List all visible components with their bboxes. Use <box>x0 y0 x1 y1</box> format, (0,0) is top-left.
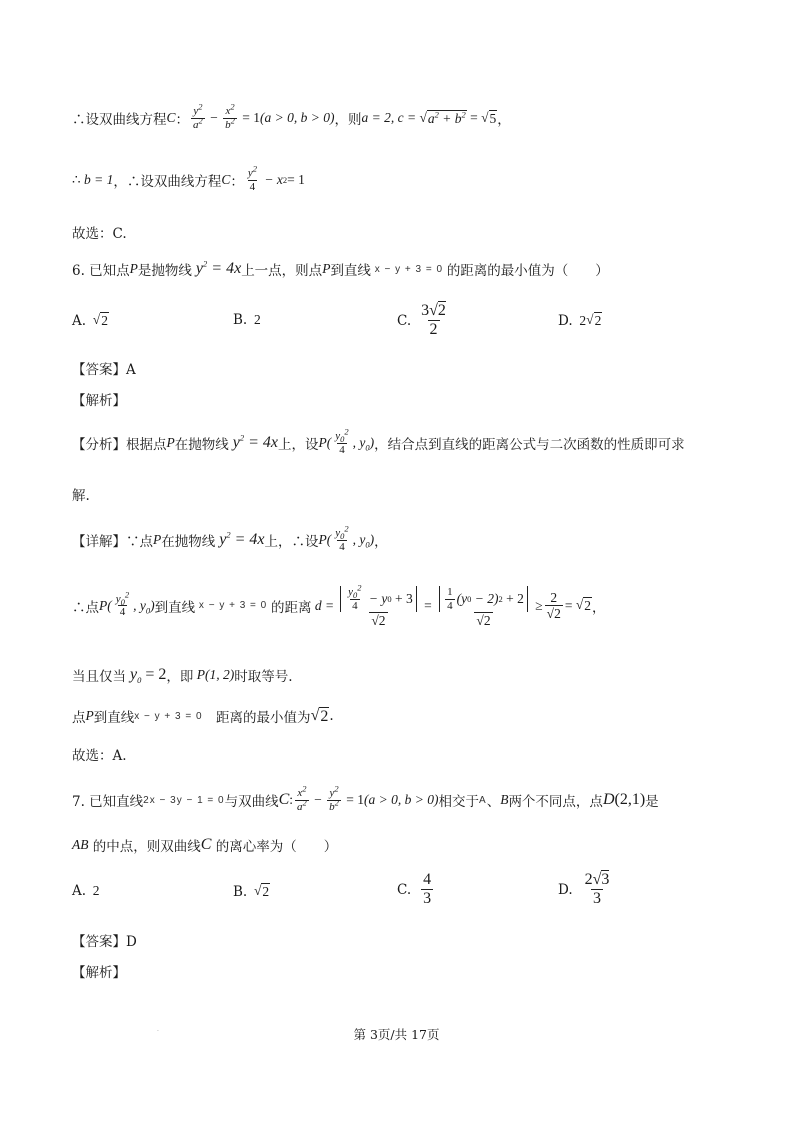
sqrt-2: √ 2 <box>310 706 329 725</box>
fraction-y2-a2: $\frac{y^2}{a^2}$ <box>193 101 203 131</box>
page-mark: · <box>157 1028 159 1035</box>
text: 6. 已知点 <box>72 263 130 279</box>
option-d <box>558 871 613 909</box>
math-p: P <box>153 532 162 548</box>
question-7-stem-cont <box>72 835 337 855</box>
text: 【答案】A <box>72 362 136 378</box>
fraction-x2-b2: $\frac{x^2}{b^2}$ <box>225 101 235 131</box>
solution-line-1: ∴设双曲线方程 C ： $\frac{y^2}{a^2}$ − $\frac{x^2}{b^2}$ = 1 (a > 0, b > 0) ，则 a = 2, c = √ $a^2 + b^2$ = √ 5 ， <box>72 101 511 131</box>
fraction-x2-a2: $\frac{x^2}{a^2}$ <box>297 783 307 813</box>
text: 的离心率为（ ） <box>215 839 338 855</box>
math-condition: (a > 0, b > 0) <box>260 110 335 126</box>
text: 距离的最小值为 <box>202 710 311 726</box>
math-line: x − y + 3 = 0 <box>134 710 203 722</box>
text: ，结合点到直线的距离公式与二次函数的性质即可求 <box>374 437 685 454</box>
math-p: P <box>166 435 175 451</box>
math-c: C <box>200 836 212 853</box>
text: ，则 <box>334 112 362 129</box>
option-label: A. <box>72 312 87 329</box>
text: 时取等号. <box>234 669 293 685</box>
text: 的距离的最小值为（ ） <box>446 263 609 279</box>
math-coord: (2,1) <box>614 791 646 809</box>
option-label: D. <box>558 312 573 329</box>
q6-detail: 【详解】∵点 P 在抛物线 $y^2$ = 4x 上，∴设 P( $\frac{y_0^2}{4}$ , $y_0$) ， <box>72 523 388 553</box>
option-value: 2 <box>92 883 100 898</box>
text: 上，∴设 <box>264 534 319 551</box>
q6-equality: 当且仅当 $y_0$ = 2 ，即 P(1, 2) 时取等号. <box>72 666 293 686</box>
text: 到直线 <box>93 710 135 726</box>
math-eq: = 1 <box>287 172 305 188</box>
option-c <box>397 871 435 909</box>
math-d: D <box>602 791 615 809</box>
text: 在抛物线 <box>174 437 229 454</box>
fraction-y02-4: $\frac{y_0^2}{4}$ <box>335 523 349 553</box>
q6-min <box>72 706 334 726</box>
option-a <box>72 883 100 899</box>
math-d: d = <box>314 597 335 613</box>
option-b <box>233 312 261 328</box>
math-eq: = <box>564 597 573 613</box>
option-label: B. <box>233 312 248 328</box>
sqrt-2: √ 2 <box>586 312 602 328</box>
text: 相交于 <box>438 794 480 811</box>
text: 解. <box>72 488 90 504</box>
math-line: x − y + 3 = 0 <box>198 600 268 612</box>
math-p: P <box>85 708 94 723</box>
math-colon: : <box>289 792 294 808</box>
q6-distance: ∴点 P( $\frac{y_0^2}{4}$ , $y_0$) 到直线 x − y + 3 = 0 的距离 d = $\frac{y_0^2}{4}$ − y 0 + 3 √2 = $\frac{1}{4}$ (y 0 − 2) 2 + 2 √2 ≥ $\frac{2}{√2}$ = √ 2 ， <box>72 582 606 629</box>
text: ∴设双曲线方程 <box>72 112 167 129</box>
fraction-4-3: $\frac{4}{3}$ <box>423 871 432 908</box>
math-geq: ≥ <box>535 597 543 613</box>
math-x: − x <box>264 172 283 188</box>
text: 上，设 <box>278 437 319 454</box>
text: 与双曲线 <box>224 794 279 811</box>
math-b: b = 1 <box>83 172 114 188</box>
text: 【答案】D <box>72 934 137 950</box>
math-ab: AB <box>72 837 89 852</box>
fraction-y02-4: $\frac{y_0^2}{4}$ <box>335 426 349 456</box>
text: ，即 <box>166 669 194 685</box>
option-coef: 2 <box>579 312 587 328</box>
sqrt-2: √ 2 <box>572 597 592 614</box>
text: 、 <box>486 794 501 811</box>
math-a: A <box>479 794 487 806</box>
fraction-3sqrt2-2: $\frac{3√2}{2}$ <box>421 302 446 339</box>
fraction-y02-4: $\frac{y_0^2}{4}$ <box>115 589 130 619</box>
text: ： <box>230 174 244 191</box>
text: ∴ <box>72 172 81 189</box>
text: ，∴设双曲线方程 <box>113 174 222 191</box>
text: 是 <box>645 794 659 811</box>
math-line: x − y + 3 = 0 <box>374 263 444 275</box>
sqrt-2: √ 2 <box>247 883 270 899</box>
text: ∴点 <box>72 599 99 616</box>
text: 两个不同点，点 <box>508 794 603 811</box>
option-label: D. <box>558 881 573 898</box>
option-c <box>397 302 450 340</box>
text: 是抛物线 <box>137 263 192 279</box>
text: 上一点，则点 <box>241 263 323 279</box>
text: 【解析】 <box>72 965 126 981</box>
option-label: A. <box>72 883 87 899</box>
option-a <box>72 312 109 329</box>
choose-c <box>72 222 127 242</box>
fraction-2-sqrt2: $\frac{2}{√2}$ <box>546 589 561 622</box>
sqrt-2: √ 2 <box>86 312 108 328</box>
math-parabola: = 4x <box>248 434 279 452</box>
fraction-y2-4: $\frac{y^2}{4}$ <box>247 163 257 193</box>
text: ， <box>592 599 606 616</box>
math-line: 2x − 3y − 1 = 0 <box>143 794 225 806</box>
text: 点 <box>72 710 86 726</box>
solution-line-2: ∴ b = 1 ，∴设双曲线方程 C ： $\frac{y^2}{4}$ − x 2 = 1 <box>72 163 305 193</box>
answer-q7 <box>72 930 137 950</box>
q6-fenxi-cont <box>72 484 90 504</box>
math-p: P <box>322 261 331 276</box>
math-point: P(1, 2) <box>196 667 235 682</box>
choose-a <box>72 744 127 764</box>
text: 【分析】根据点 <box>72 437 167 454</box>
text: 7. 已知直线 <box>72 794 144 811</box>
sqrt-5: √ 5 <box>477 109 497 126</box>
math-condition: (a > 0, b > 0) <box>364 792 439 808</box>
math-b: B <box>500 792 509 808</box>
answer-q6 <box>72 358 136 378</box>
distance-fraction-2: $\frac{1}{4}$ (y 0 − 2) 2 + 2 √2 <box>437 583 530 629</box>
math-relation: a = 2, c = <box>361 110 417 126</box>
text: 的距离 <box>271 599 312 616</box>
text: 当且仅当 <box>72 669 126 685</box>
option-d <box>558 312 602 329</box>
q6-fenxi: 【分析】根据点 P 在抛物线 $y^2$ = 4x 上，设 P( $\frac{y_0^2}{4}$ , $y_0$) ，结合点到直线的距离公式与二次函数的性质即可求 <box>72 426 685 456</box>
option-label: B. <box>233 883 248 900</box>
fraction-y2-b2: $\frac{y^2}{b^2}$ <box>329 783 339 813</box>
math-c: C <box>278 791 290 809</box>
option-b <box>233 883 270 900</box>
option-label: C. <box>397 881 412 898</box>
math-p: P <box>129 261 138 276</box>
text: ， <box>497 112 511 129</box>
option-value: 2 <box>253 312 261 327</box>
text: . <box>329 708 334 724</box>
math-y0: = 2 <box>145 666 167 683</box>
math-parabola: = 4x <box>211 260 242 277</box>
analysis-tag-q6 <box>72 389 126 409</box>
question-7-stem: 7. 已知直线 2x − 3y − 1 = 0 与双曲线 C : $\frac{x^2}{a^2}$ − $\frac{y^2}{b^2}$ = 1 (a > 0, b > 0) 相交于 A 、 B 两个不同点，点 D (2,1) 是 <box>72 783 659 813</box>
fraction-2sqrt3-3: $\frac{2√3}{3}$ <box>584 871 610 908</box>
distance-fraction-1: $\frac{y_0^2}{4}$ − y 0 + 3 √2 <box>338 583 419 629</box>
math-eq: = <box>470 110 478 126</box>
sqrt-a2-b2: √ $a^2 + b^2$ <box>416 109 466 126</box>
text: 【解析】 <box>72 393 126 409</box>
question-6-stem: 6. 已知点 P 是抛物线 $y^2$ = 4x 上一点，则点 P 到直线 x − y + 3 = 0 的距离的最小值为（ ） <box>72 258 609 279</box>
text: 故选：A. <box>72 748 127 764</box>
text: 故选：C. <box>72 226 127 242</box>
text: 到直线 <box>154 599 196 616</box>
option-label: C. <box>397 312 412 329</box>
text: 在抛物线 <box>161 534 216 551</box>
math-parabola: = 4x <box>234 531 265 549</box>
text: ： <box>175 112 190 129</box>
text: 到直线 <box>330 263 371 279</box>
math-c: C <box>221 172 231 188</box>
text: 【详解】∵点 <box>72 534 153 551</box>
text: 的中点，则双曲线 <box>92 839 201 855</box>
page-footer: 第 3页/共 17页 <box>353 1027 440 1042</box>
analysis-tag-q7 <box>72 961 126 981</box>
math-c: C <box>166 110 176 126</box>
